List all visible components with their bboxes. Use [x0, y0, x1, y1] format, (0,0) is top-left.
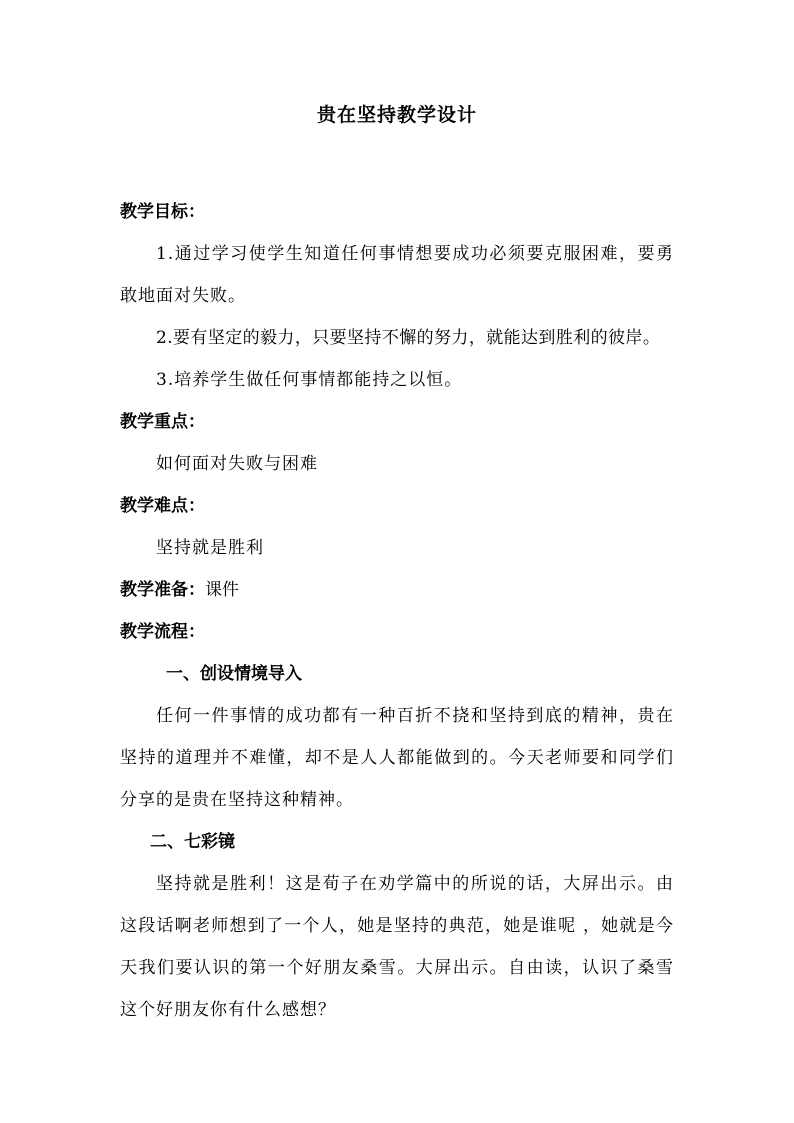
- objectives-heading: 教学目标：: [120, 202, 205, 222]
- objective-item-2: 2.要有坚定的毅力，只要坚持不懈的努力，就能达到胜利的彼岸。: [156, 328, 661, 348]
- document-title: 贵在坚持教学设计: [316, 104, 477, 126]
- section-1-title: 一、创设情境导入: [166, 664, 302, 684]
- preparation-value: 课件: [205, 580, 239, 600]
- objective-item-1: 1.通过学习使学生知道任何事情想要成功必须要克服困难，要勇敢地面对失败。: [120, 244, 674, 306]
- key-points-heading: 教学重点：: [120, 412, 205, 432]
- preparation-row: [120, 569, 674, 611]
- preparation-heading: 教学准备：: [120, 580, 205, 600]
- process-heading: 教学流程：: [120, 622, 205, 642]
- key-points-text: 如何面对失败与困难: [156, 454, 318, 474]
- section-2-text: 坚持就是胜利！这是荀子在劝学篇中的所说的话，大屏出示。由这段话啊老师想到了一个人，她是坚持的典范，她是谁呢 ，她就是今天我们要认识的第一个好朋友桑雪。大屏出示。自由读，认识了桑雪这个好朋友你有什么感想？: [120, 874, 674, 1020]
- section-2-title: 二、七彩镜: [150, 832, 235, 852]
- difficulties-text: 坚持就是胜利: [156, 538, 264, 558]
- section-1-text: 任何一件事情的成功都有一种百折不挠和坚持到底的精神，贵在坚持的道理并不难懂，却不是人人都能做到的。今天老师要和同学们分享的是贵在坚持这种精神。: [120, 706, 674, 810]
- difficulties-heading: 教学难点：: [120, 496, 205, 516]
- objective-item-3: 3.培养学生做任何事情都能持之以恒。: [156, 370, 463, 390]
